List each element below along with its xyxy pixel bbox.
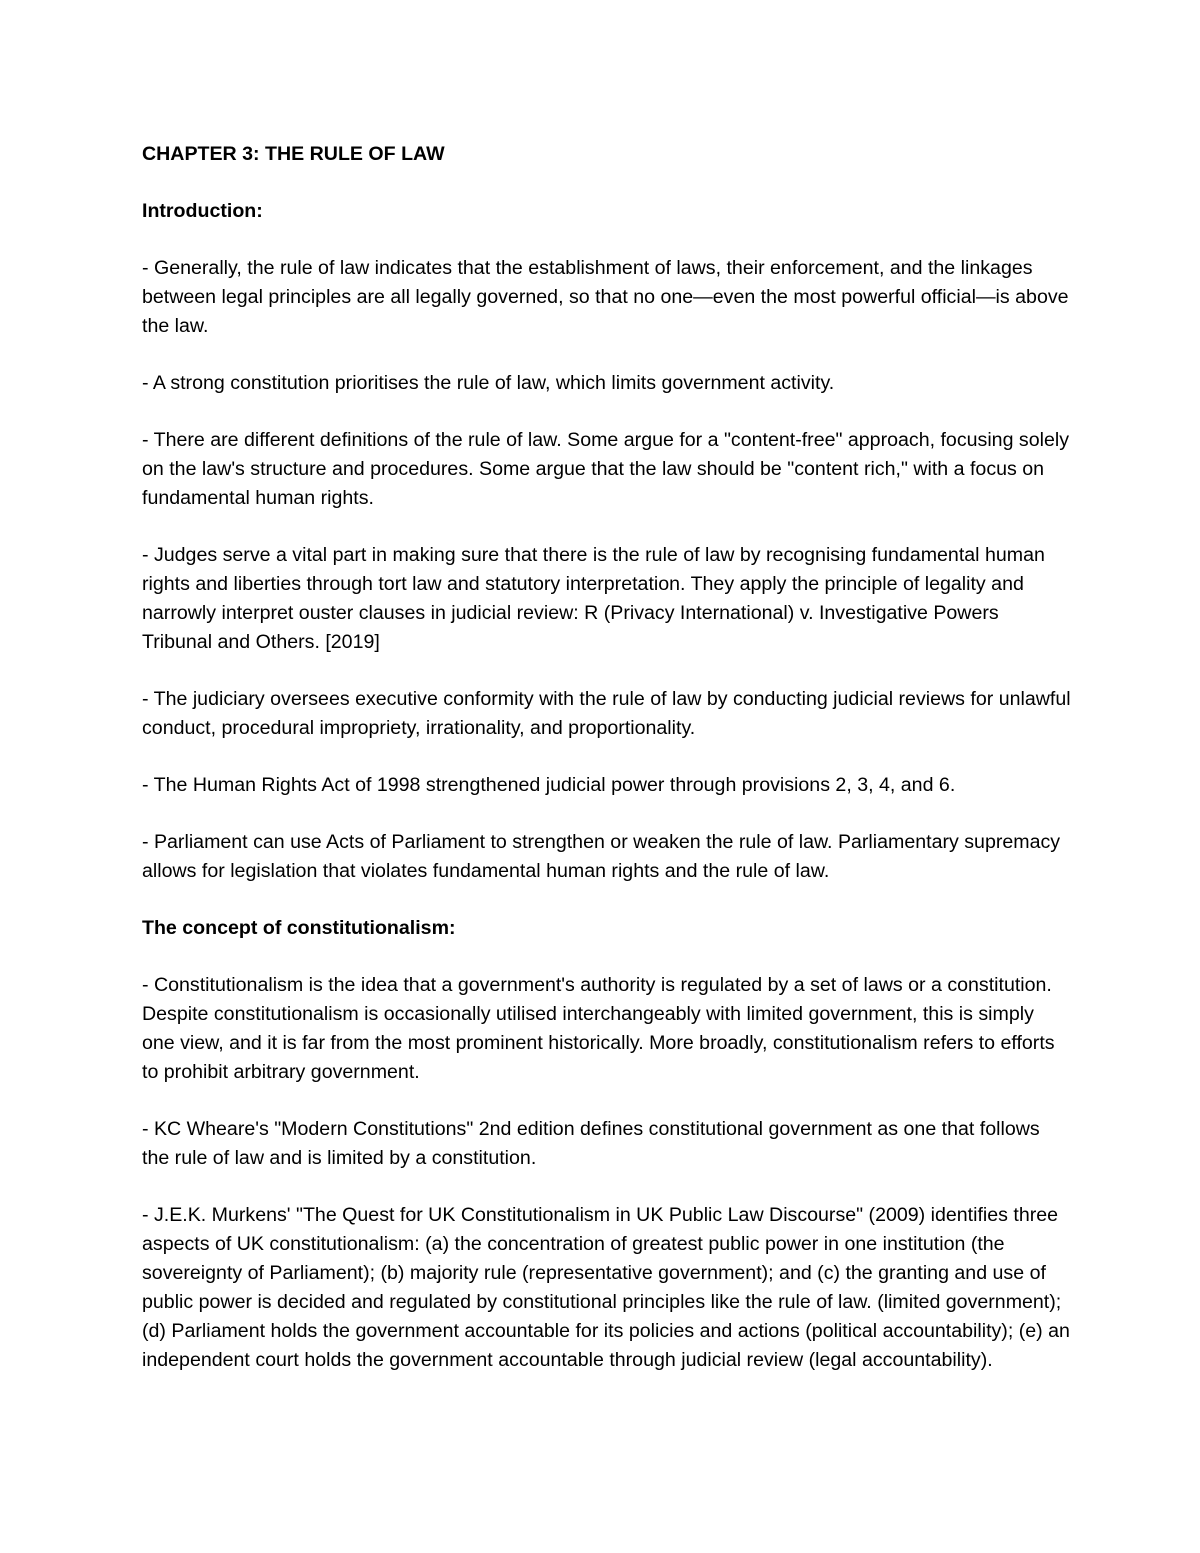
intro-paragraph-2: - A strong constitution prioritises the rule of law, which limits government activity.: [142, 372, 835, 394]
constitutionalism-paragraph-3: - J.E.K. Murkens' "The Quest for UK Constitutionalism in UK Public Law Discourse" (2009) identifies three aspects of UK constitutionalism: (a) the concentration of greatest public power in one institution (the sovereignty of Parliament); (b) majority rule (representative government); and (c) the granting and use of public power is decided and regulated by constitutional principles like the rule of law. (limited government); (d) Parliament holds the government accountable for its policies and actions (political accountability); (e) an independent court holds the government accountable through judicial review (legal accountability).: [142, 1204, 1070, 1371]
section-heading-introduction: Introduction:: [142, 200, 263, 222]
intro-paragraph-6: - The Human Rights Act of 1998 strengthened judicial power through provisions 2, 3, 4, and 6.: [142, 774, 956, 796]
intro-paragraph-5: - The judiciary oversees executive conformity with the rule of law by conducting judicial reviews for unlawful conduct, procedural impropriety, irrationality, and proportionality.: [142, 688, 1071, 739]
constitutionalism-paragraph-1: - Constitutionalism is the idea that a government's authority is regulated by a set of laws or a constitution. Despite constitutionalism is occasionally utilised interchangeably with limited government, this is simply one view, and it is far from the most prominent historically. More broadly, constitutionalism refers to efforts to prohibit arbitrary government.: [142, 974, 1055, 1083]
document-body: [142, 140, 1072, 1375]
intro-paragraph-1: - Generally, the rule of law indicates that the establishment of laws, their enforcement, and the linkages between legal principles are all legally governed, so that no one—even the most powerful official—is above the law.: [142, 257, 1069, 337]
intro-paragraph-7: - Parliament can use Acts of Parliament to strengthen or weaken the rule of law. Parliamentary supremacy allows for legislation that violates fundamental human rights and the rule of law.: [142, 831, 1061, 882]
section-heading-constitutionalism: The concept of constitutionalism:: [142, 917, 456, 939]
constitutionalism-paragraph-2: - KC Wheare's "Modern Constitutions" 2nd edition defines constitutional government as one that follows the rule of law and is limited by a constitution.: [142, 1118, 1040, 1169]
intro-paragraph-4: - Judges serve a vital part in making sure that there is the rule of law by recognising fundamental human rights and liberties through tort law and statutory interpretation. They apply the principle of legality and narrowly interpret ouster clauses in judicial review: R (Privacy International) v. Investigative Powers Tribunal and Others. [2019]: [142, 544, 1045, 653]
chapter-title: CHAPTER 3: THE RULE OF LAW: [142, 143, 445, 165]
intro-paragraph-3: - There are different definitions of the rule of law. Some argue for a "content-free" approach, focusing solely on the law's structure and procedures. Some argue that the law should be "content rich," with a focus on fundamental human rights.: [142, 429, 1069, 509]
